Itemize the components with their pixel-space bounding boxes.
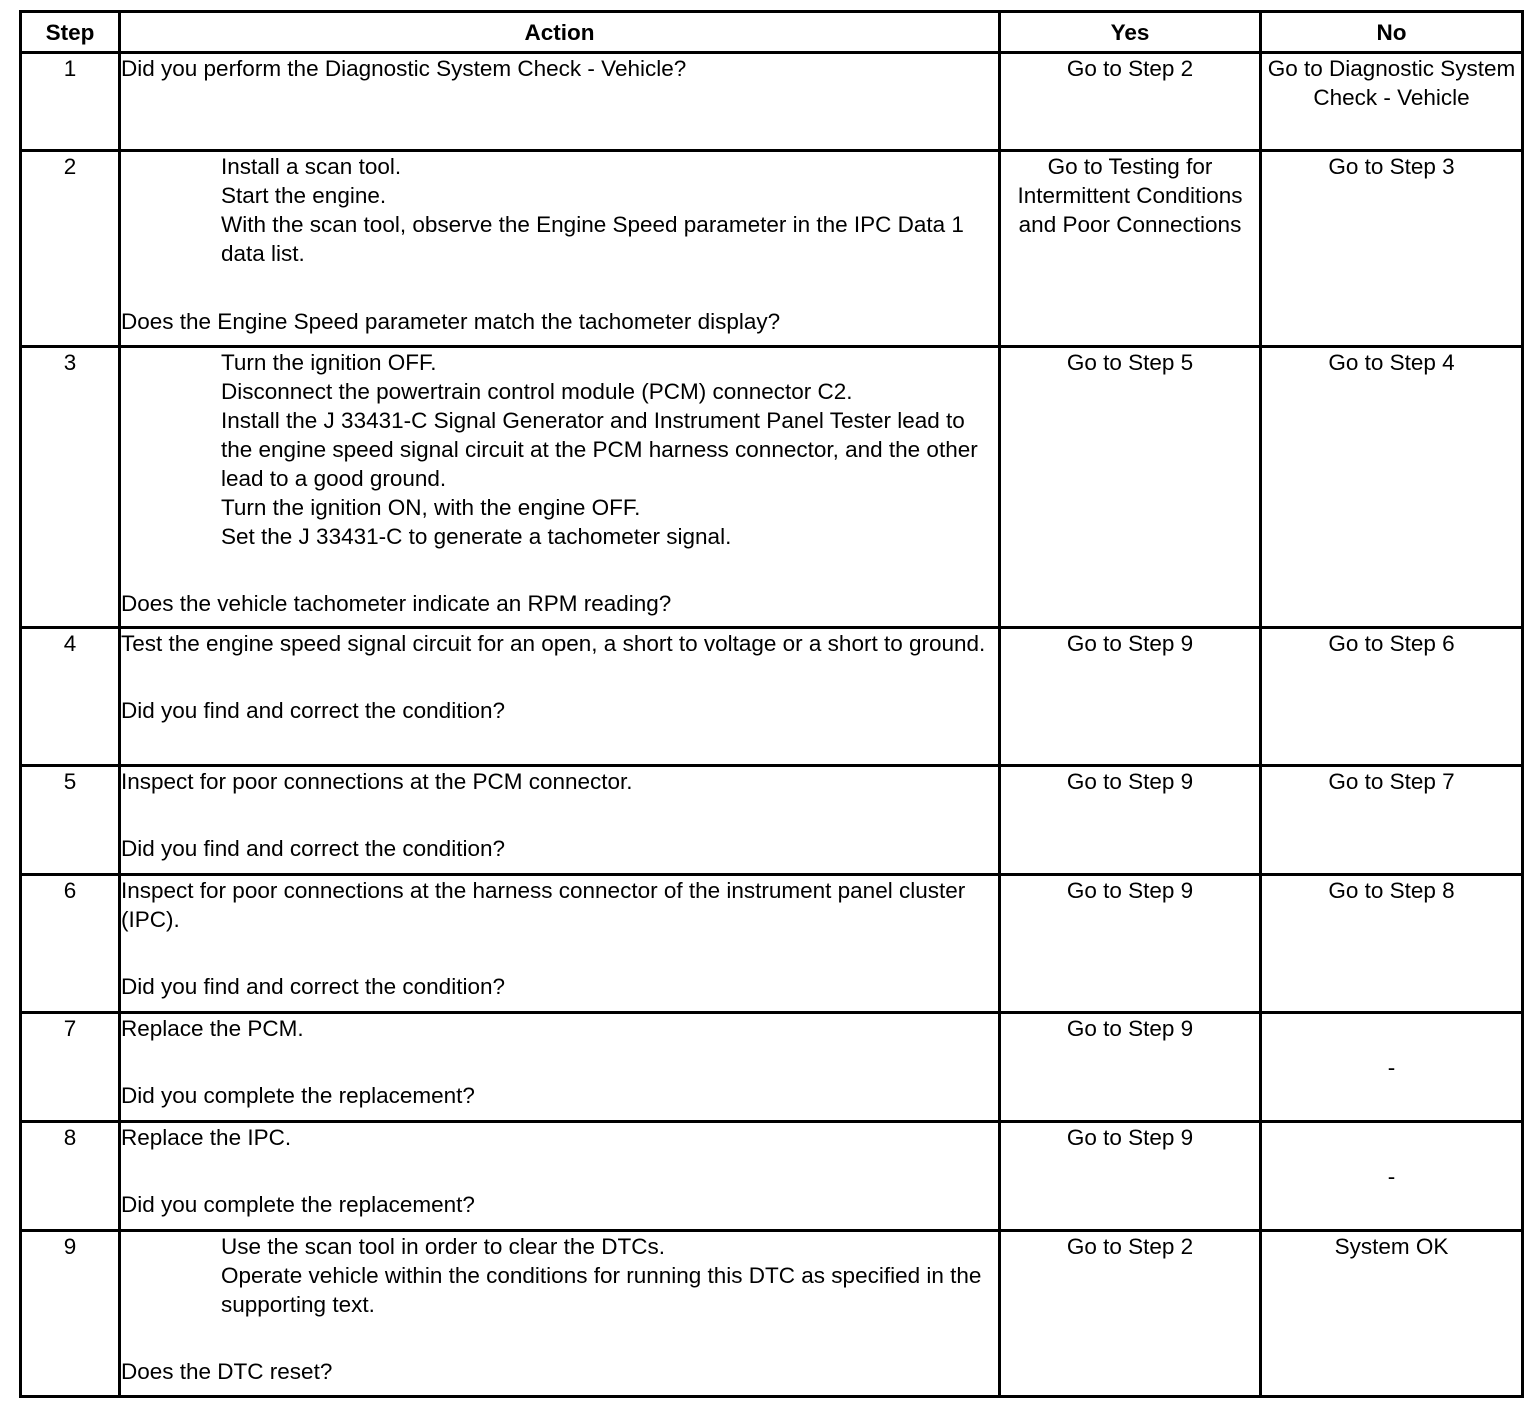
diagnostic-table — [19, 10, 1524, 1398]
action-cell — [120, 628, 1000, 766]
no-cell: Go to Diagnostic System Check - Vehicle — [1261, 53, 1523, 151]
action-line: Disconnect the powertrain control module (PCM) connector C2. — [221, 379, 853, 404]
action-cell — [120, 53, 1000, 151]
action-question: Does the Engine Speed parameter match the tachometer display? — [121, 309, 781, 334]
action-text: Replace the IPC. — [121, 1125, 292, 1150]
table-row — [21, 766, 1523, 875]
step-number: 1 — [21, 53, 120, 151]
no-cell: - — [1261, 1013, 1523, 1122]
table-row — [21, 875, 1523, 1013]
step-number: 5 — [21, 766, 120, 875]
yes-cell: Go to Step 9 — [1000, 875, 1261, 1013]
no-cell: Go to Step 3 — [1261, 151, 1523, 347]
header-no: No — [1261, 12, 1523, 53]
yes-cell: Go to Step 2 — [1000, 1231, 1261, 1397]
action-cell — [120, 875, 1000, 1013]
action-question: Did you complete the replacement? — [121, 1083, 475, 1108]
table-row — [21, 628, 1523, 766]
action-question: Does the vehicle tachometer indicate an RPM reading? — [121, 591, 672, 616]
no-cell: Go to Step 8 — [1261, 875, 1523, 1013]
action-question: Did you complete the replacement? — [121, 1192, 475, 1217]
action-question: Did you perform the Diagnostic System Check - Vehicle? — [121, 56, 687, 81]
yes-cell: Go to Testing for Intermittent Conditions and Poor Connections — [1000, 151, 1261, 347]
action-line: Operate vehicle within the conditions for running this DTC as specified in the supporting text. — [221, 1263, 982, 1317]
header-step: Step — [21, 12, 120, 53]
action-question: Did you find and correct the condition? — [121, 974, 505, 999]
table-row — [21, 151, 1523, 347]
action-cell — [120, 347, 1000, 628]
yes-cell: Go to Step 9 — [1000, 1013, 1261, 1122]
step-number: 3 — [21, 347, 120, 628]
action-cell — [120, 151, 1000, 347]
step-number: 7 — [21, 1013, 120, 1122]
action-text: Inspect for poor connections at the harness connector of the instrument panel cluster (IPC). — [121, 878, 966, 932]
action-line: Install the J 33431-C Signal Generator and Instrument Panel Tester lead to the engine speed signal circuit at the PCM harness connector, and the other lead to a good ground. — [221, 408, 978, 491]
no-cell: Go to Step 7 — [1261, 766, 1523, 875]
yes-cell: Go to Step 9 — [1000, 628, 1261, 766]
step-number: 2 — [21, 151, 120, 347]
step-number: 6 — [21, 875, 120, 1013]
action-cell — [120, 1231, 1000, 1397]
table-row — [21, 1122, 1523, 1231]
table-row — [21, 1231, 1523, 1397]
header-row — [21, 12, 1523, 53]
action-question: Did you find and correct the condition? — [121, 836, 505, 861]
action-line: Install a scan tool. — [221, 154, 402, 179]
yes-cell: Go to Step 9 — [1000, 1122, 1261, 1231]
action-line: Use the scan tool in order to clear the DTCs. — [221, 1234, 665, 1259]
table-row — [21, 53, 1523, 151]
action-cell — [120, 766, 1000, 875]
no-cell: System OK — [1261, 1231, 1523, 1397]
action-line: Set the J 33431-C to generate a tachometer signal. — [221, 524, 732, 549]
action-question: Did you find and correct the condition? — [121, 698, 505, 723]
no-cell: Go to Step 4 — [1261, 347, 1523, 628]
action-text: Inspect for poor connections at the PCM connector. — [121, 769, 633, 794]
header-yes: Yes — [1000, 12, 1261, 53]
action-question: Does the DTC reset? — [121, 1359, 333, 1384]
yes-cell: Go to Step 9 — [1000, 766, 1261, 875]
step-number: 9 — [21, 1231, 120, 1397]
header-action: Action — [120, 12, 1000, 53]
action-text: Replace the PCM. — [121, 1016, 304, 1041]
no-cell: - — [1261, 1122, 1523, 1231]
table-row — [21, 347, 1523, 628]
step-number: 8 — [21, 1122, 120, 1231]
yes-cell: Go to Step 2 — [1000, 53, 1261, 151]
action-cell — [120, 1122, 1000, 1231]
step-number: 4 — [21, 628, 120, 766]
action-line: With the scan tool, observe the Engine Speed parameter in the IPC Data 1 data list. — [221, 212, 964, 266]
yes-cell: Go to Step 5 — [1000, 347, 1261, 628]
action-cell — [120, 1013, 1000, 1122]
action-line: Turn the ignition ON, with the engine OFF. — [221, 495, 641, 520]
action-line: Start the engine. — [221, 183, 387, 208]
no-cell: Go to Step 6 — [1261, 628, 1523, 766]
action-line: Turn the ignition OFF. — [221, 350, 437, 375]
action-text: Test the engine speed signal circuit for an open, a short to voltage or a short to ground. — [121, 631, 986, 656]
table-row — [21, 1013, 1523, 1122]
